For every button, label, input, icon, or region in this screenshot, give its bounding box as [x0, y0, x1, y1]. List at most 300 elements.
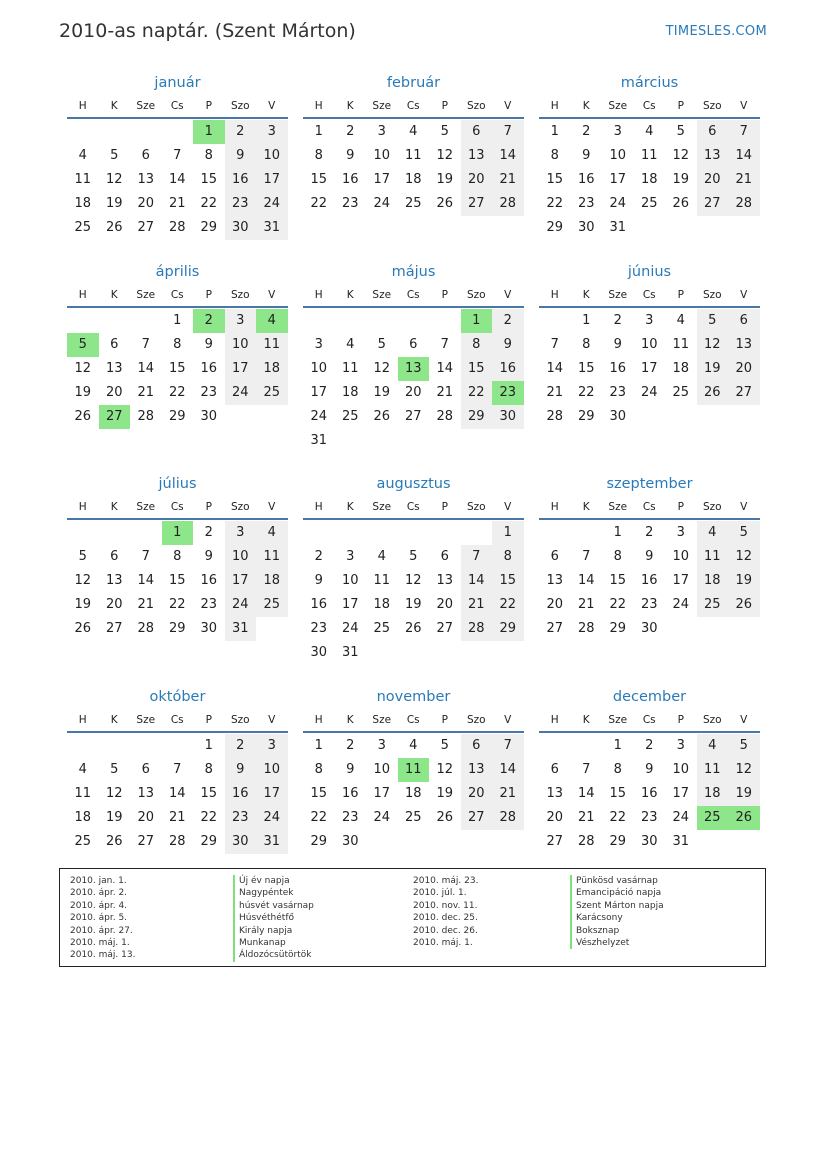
- day-cell: 17: [373, 172, 391, 187]
- day-cell: 10: [225, 333, 257, 357]
- day-cell: 7: [728, 120, 760, 144]
- day-cell: 15: [310, 172, 328, 187]
- month-március: [539, 71, 760, 240]
- day-cell: 19: [436, 786, 454, 801]
- day-cell: 21: [577, 597, 595, 612]
- day-cell: 21: [492, 782, 524, 806]
- empty-cell: [99, 120, 131, 144]
- legend-date: 2010. máj. 23.: [413, 876, 479, 886]
- day-cell: 7: [492, 120, 524, 144]
- weekday-label: H: [314, 501, 323, 513]
- weekday-label: Sze: [136, 100, 156, 112]
- weekday-label: P: [441, 100, 448, 112]
- day-cell: 14: [137, 361, 155, 376]
- legend-holiday-name: Vészhelyzet: [570, 937, 664, 949]
- weekday-label: Szo: [702, 100, 722, 112]
- day-cell: 19: [728, 569, 760, 593]
- day-cell: 6: [728, 309, 760, 333]
- day-cell: 11: [341, 361, 359, 376]
- day-cell: 14: [577, 573, 595, 588]
- weekday-header: [303, 284, 524, 308]
- day-cell: 17: [672, 573, 690, 588]
- day-cell: 14: [492, 758, 524, 782]
- day-cell: 15: [577, 361, 595, 376]
- day-cell: 7: [492, 734, 524, 758]
- day-cell: 28: [168, 220, 186, 235]
- day-cell: 19: [672, 172, 690, 187]
- day-cell: 7: [582, 762, 591, 777]
- day-cell: 13: [137, 172, 155, 187]
- day-cell: 17: [672, 786, 690, 801]
- weekday-label: Szo: [230, 714, 250, 726]
- day-cell: 10: [310, 361, 328, 376]
- day-cell: 23: [200, 597, 218, 612]
- day-cell: 21: [137, 385, 155, 400]
- empty-cell: [571, 521, 603, 545]
- day-cell: 27: [461, 806, 493, 830]
- day-cell: 26: [74, 621, 92, 636]
- day-cell: 27: [546, 834, 564, 849]
- day-cell: 4: [409, 738, 418, 753]
- day-cell: 12: [728, 545, 760, 569]
- weekday-label: H: [550, 714, 559, 726]
- day-cell: 19: [105, 196, 123, 211]
- day-cell: 13: [105, 573, 123, 588]
- legend-date: 2010. dec. 25.: [413, 913, 478, 924]
- weekday-label: Sze: [608, 501, 628, 513]
- day-cell: 8: [314, 762, 323, 777]
- month-április: [67, 260, 288, 429]
- weekday-label: P: [441, 714, 448, 726]
- month-name: augusztus: [376, 476, 451, 492]
- day-cell: 2: [204, 525, 213, 540]
- weekday-label: Sze: [608, 100, 628, 112]
- day-cell: 27: [105, 621, 123, 636]
- day-cell: 23: [609, 385, 627, 400]
- day-cell: 6: [461, 734, 493, 758]
- day-cell: 13: [546, 573, 564, 588]
- month-október: [67, 685, 288, 854]
- weekday-label: Szo: [702, 714, 722, 726]
- holiday-day-cell: 1: [193, 120, 225, 144]
- day-cell: 11: [256, 333, 288, 357]
- day-cell: 12: [74, 361, 92, 376]
- day-cell: 8: [492, 545, 524, 569]
- day-cell: 29: [577, 409, 595, 424]
- month-július: [67, 472, 288, 641]
- day-cell: 20: [546, 810, 564, 825]
- month-január: [67, 71, 288, 240]
- day-cell: 21: [728, 168, 760, 192]
- day-cell: 18: [256, 357, 288, 381]
- day-cell: 27: [436, 621, 454, 636]
- day-cell: 23: [341, 810, 359, 825]
- day-cell: 23: [577, 196, 595, 211]
- month-augusztus: [303, 472, 524, 665]
- month-name: december: [612, 689, 687, 705]
- day-cell: 25: [74, 834, 92, 849]
- weekday-label: Szo: [466, 100, 486, 112]
- day-cell: 28: [168, 834, 186, 849]
- day-cell: 11: [256, 545, 288, 569]
- day-cell: 9: [613, 337, 622, 352]
- day-cell: 8: [461, 333, 493, 357]
- weekday-header: [67, 95, 288, 119]
- day-cell: 12: [728, 758, 760, 782]
- weekday-label: H: [550, 289, 559, 301]
- weekday-label: Szo: [230, 501, 250, 513]
- weekday-label: V: [504, 714, 512, 726]
- day-cell: 25: [697, 593, 729, 617]
- day-cell: 31: [256, 216, 288, 240]
- empty-cell: [398, 521, 430, 545]
- weekday-label: K: [346, 714, 354, 726]
- day-cell: 25: [404, 810, 422, 825]
- weekday-label: P: [205, 501, 212, 513]
- day-cell: 15: [200, 172, 218, 187]
- day-grid: [303, 521, 524, 665]
- legend-holiday-name: Emancipáció napja: [570, 887, 664, 899]
- day-cell: 22: [310, 196, 328, 211]
- day-cell: 12: [373, 361, 391, 376]
- day-cell: 13: [436, 573, 454, 588]
- month-name: január: [154, 75, 201, 91]
- weekday-label: P: [677, 289, 684, 301]
- day-cell: 23: [200, 385, 218, 400]
- day-cell: 19: [697, 357, 729, 381]
- day-cell: 26: [404, 621, 422, 636]
- day-cell: 12: [436, 762, 454, 777]
- day-cell: 7: [440, 337, 449, 352]
- empty-cell: [130, 309, 162, 333]
- day-cell: 26: [728, 593, 760, 617]
- day-cell: 19: [74, 597, 92, 612]
- day-cell: 9: [346, 148, 355, 163]
- day-grid: [67, 521, 288, 641]
- month-name: november: [376, 689, 451, 705]
- day-cell: 27: [697, 192, 729, 216]
- day-cell: 3: [645, 313, 654, 328]
- day-cell: 11: [74, 172, 92, 187]
- legend-date: 2010. dec. 26.: [413, 925, 478, 936]
- day-cell: 9: [645, 762, 654, 777]
- day-cell: 5: [409, 549, 418, 564]
- day-cell: 10: [609, 148, 627, 163]
- empty-cell: [99, 734, 131, 758]
- weekday-label: V: [740, 714, 748, 726]
- day-cell: 17: [373, 786, 391, 801]
- day-cell: 27: [137, 220, 155, 235]
- day-cell: 3: [314, 337, 323, 352]
- day-cell: 10: [256, 144, 288, 168]
- day-cell: 22: [168, 597, 186, 612]
- day-cell: 16: [609, 361, 627, 376]
- day-cell: 14: [492, 144, 524, 168]
- legend-holiday-name: Karácsony: [570, 912, 664, 924]
- day-cell: 31: [609, 220, 627, 235]
- day-cell: 9: [346, 762, 355, 777]
- legend-holiday-name: Szent Márton napja: [570, 900, 664, 912]
- weekday-label: Cs: [642, 100, 656, 112]
- day-cell: 9: [492, 333, 524, 357]
- weekday-header: [539, 709, 760, 733]
- day-cell: 8: [173, 337, 182, 352]
- day-cell: 26: [436, 196, 454, 211]
- weekday-label: Cs: [642, 289, 656, 301]
- weekday-label: Szo: [230, 100, 250, 112]
- weekday-header: [67, 496, 288, 520]
- weekday-label: K: [346, 501, 354, 513]
- day-cell: 27: [461, 192, 493, 216]
- weekday-label: P: [677, 100, 684, 112]
- weekday-label: P: [677, 714, 684, 726]
- day-cell: 15: [461, 357, 493, 381]
- weekday-header: [539, 95, 760, 119]
- day-cell: 13: [461, 758, 493, 782]
- weekday-label: P: [205, 100, 212, 112]
- day-cell: 25: [640, 196, 658, 211]
- day-cell: 24: [310, 409, 328, 424]
- day-cell: 30: [225, 830, 257, 854]
- day-cell: 18: [404, 786, 422, 801]
- day-cell: 26: [697, 381, 729, 405]
- day-cell: 1: [550, 124, 559, 139]
- legend-date: 2010. nov. 11.: [413, 900, 478, 911]
- month-február: [303, 71, 524, 216]
- month-name: július: [158, 476, 197, 492]
- day-cell: 16: [200, 361, 218, 376]
- weekday-label: Sze: [372, 289, 392, 301]
- day-cell: 3: [225, 521, 257, 545]
- weekday-label: K: [110, 714, 118, 726]
- day-cell: 28: [492, 806, 524, 830]
- day-cell: 5: [78, 549, 87, 564]
- legend-date: 2010. máj. 13.: [70, 950, 136, 961]
- day-cell: 8: [173, 549, 182, 564]
- weekday-label: P: [677, 501, 684, 513]
- day-cell: 12: [74, 573, 92, 588]
- day-cell: 28: [137, 621, 155, 636]
- day-cell: 18: [341, 385, 359, 400]
- weekday-label: K: [110, 501, 118, 513]
- weekday-label: K: [346, 289, 354, 301]
- legend-dates-right: [413, 875, 478, 949]
- day-cell: 3: [256, 734, 288, 758]
- weekday-label: H: [78, 100, 87, 112]
- day-cell: 3: [377, 738, 386, 753]
- day-cell: 18: [672, 361, 690, 376]
- day-cell: 11: [404, 148, 422, 163]
- day-cell: 17: [609, 172, 627, 187]
- empty-cell: [461, 521, 493, 545]
- day-cell: 5: [440, 738, 449, 753]
- day-cell: 10: [225, 545, 257, 569]
- day-cell: 2: [346, 738, 355, 753]
- empty-cell: [398, 309, 430, 333]
- weekday-label: Cs: [642, 714, 656, 726]
- weekday-header: [67, 284, 288, 308]
- empty-cell: [130, 120, 162, 144]
- day-cell: 12: [672, 148, 690, 163]
- day-cell: 16: [225, 168, 257, 192]
- empty-cell: [67, 120, 99, 144]
- day-cell: 24: [225, 381, 257, 405]
- weekday-header: [67, 709, 288, 733]
- day-cell: 5: [676, 124, 685, 139]
- weekday-label: Cs: [170, 501, 184, 513]
- month-name: április: [155, 264, 200, 280]
- day-cell: 8: [582, 337, 591, 352]
- day-cell: 13: [461, 144, 493, 168]
- day-cell: 30: [200, 621, 218, 636]
- day-cell: 15: [168, 361, 186, 376]
- weekday-label: Sze: [372, 100, 392, 112]
- page-title: 2010-as naptár. (Szent Márton): [59, 20, 356, 42]
- weekday-label: Sze: [608, 289, 628, 301]
- day-cell: 14: [137, 573, 155, 588]
- day-cell: 13: [105, 361, 123, 376]
- weekday-label: P: [441, 289, 448, 301]
- day-cell: 1: [492, 521, 524, 545]
- weekday-label: H: [314, 714, 323, 726]
- day-cell: 17: [640, 361, 658, 376]
- holiday-day-cell: 26: [728, 806, 760, 830]
- month-name: október: [149, 689, 206, 705]
- weekday-header: [303, 95, 524, 119]
- empty-cell: [366, 309, 398, 333]
- day-cell: 22: [461, 381, 493, 405]
- day-grid: [539, 521, 760, 641]
- day-cell: 27: [728, 381, 760, 405]
- day-cell: 12: [105, 172, 123, 187]
- weekday-label: Szo: [230, 289, 250, 301]
- weekday-label: V: [268, 100, 276, 112]
- day-cell: 17: [225, 357, 257, 381]
- day-cell: 16: [200, 573, 218, 588]
- day-cell: 21: [137, 597, 155, 612]
- legend-holiday-name: Boksznap: [570, 925, 664, 937]
- day-cell: 19: [105, 810, 123, 825]
- weekday-label: H: [314, 100, 323, 112]
- day-cell: 5: [728, 734, 760, 758]
- weekday-label: Sze: [136, 714, 156, 726]
- day-cell: 10: [373, 148, 391, 163]
- day-cell: 2: [645, 738, 654, 753]
- day-cell: 9: [225, 144, 257, 168]
- holiday-day-cell: 11: [398, 758, 430, 782]
- day-cell: 2: [346, 124, 355, 139]
- day-cell: 18: [74, 810, 92, 825]
- month-december: [539, 685, 760, 854]
- day-cell: 29: [492, 617, 524, 641]
- day-cell: 4: [346, 337, 355, 352]
- day-cell: 11: [74, 786, 92, 801]
- day-cell: 21: [577, 810, 595, 825]
- day-cell: 22: [168, 385, 186, 400]
- day-cell: 7: [582, 549, 591, 564]
- day-cell: 12: [697, 333, 729, 357]
- day-cell: 7: [550, 337, 559, 352]
- day-cell: 21: [492, 168, 524, 192]
- day-grid: [303, 309, 524, 453]
- day-cell: 27: [137, 834, 155, 849]
- empty-cell: [99, 521, 131, 545]
- day-cell: 24: [672, 597, 690, 612]
- weekday-label: H: [78, 714, 87, 726]
- legend-date: 2010. ápr. 5.: [70, 913, 128, 924]
- day-cell: 18: [640, 172, 658, 187]
- day-cell: 31: [341, 645, 359, 660]
- day-cell: 2: [225, 734, 257, 758]
- day-cell: 15: [492, 569, 524, 593]
- day-cell: 16: [492, 357, 524, 381]
- day-cell: 4: [697, 734, 729, 758]
- day-cell: 2: [225, 120, 257, 144]
- day-cell: 26: [373, 409, 391, 424]
- day-cell: 6: [141, 148, 150, 163]
- day-cell: 4: [676, 313, 685, 328]
- day-cell: 14: [546, 361, 564, 376]
- day-cell: 11: [672, 337, 690, 352]
- day-cell: 26: [436, 810, 454, 825]
- empty-cell: [366, 521, 398, 545]
- legend-date: 2010. ápr. 2.: [70, 888, 128, 899]
- day-cell: 30: [341, 834, 359, 849]
- day-grid: [539, 120, 760, 240]
- day-cell: 4: [256, 521, 288, 545]
- holiday-day-cell: 1: [461, 309, 493, 333]
- day-cell: 20: [137, 196, 155, 211]
- day-cell: 3: [225, 309, 257, 333]
- day-cell: 25: [672, 385, 690, 400]
- brand-link[interactable]: TIMESLES.COM: [665, 24, 767, 39]
- day-cell: 3: [377, 124, 386, 139]
- day-cell: 17: [310, 385, 328, 400]
- holiday-day-cell: 23: [492, 381, 524, 405]
- day-cell: 23: [225, 192, 257, 216]
- empty-cell: [67, 521, 99, 545]
- weekday-label: V: [504, 289, 512, 301]
- legend-date: 2010. ápr. 27.: [70, 925, 133, 936]
- day-cell: 3: [346, 549, 355, 564]
- day-cell: 4: [697, 521, 729, 545]
- day-cell: 28: [492, 192, 524, 216]
- day-cell: 20: [436, 597, 454, 612]
- day-cell: 15: [168, 573, 186, 588]
- day-cell: 1: [204, 738, 213, 753]
- legend-date: 2010. ápr. 4.: [70, 900, 128, 911]
- weekday-label: V: [504, 100, 512, 112]
- day-cell: 9: [204, 337, 213, 352]
- day-cell: 25: [256, 381, 288, 405]
- weekday-label: Szo: [466, 501, 486, 513]
- day-cell: 20: [461, 782, 493, 806]
- day-cell: 1: [314, 124, 323, 139]
- day-cell: 5: [697, 309, 729, 333]
- day-cell: 11: [697, 545, 729, 569]
- day-cell: 15: [310, 786, 328, 801]
- day-cell: 19: [74, 385, 92, 400]
- day-cell: 27: [404, 409, 422, 424]
- day-cell: 7: [141, 549, 150, 564]
- day-cell: 15: [609, 573, 627, 588]
- weekday-label: H: [78, 501, 87, 513]
- day-cell: 29: [168, 409, 186, 424]
- legend-holiday-name: Király napja: [233, 925, 314, 937]
- day-cell: 6: [461, 120, 493, 144]
- day-cell: 22: [492, 593, 524, 617]
- day-cell: 21: [546, 385, 564, 400]
